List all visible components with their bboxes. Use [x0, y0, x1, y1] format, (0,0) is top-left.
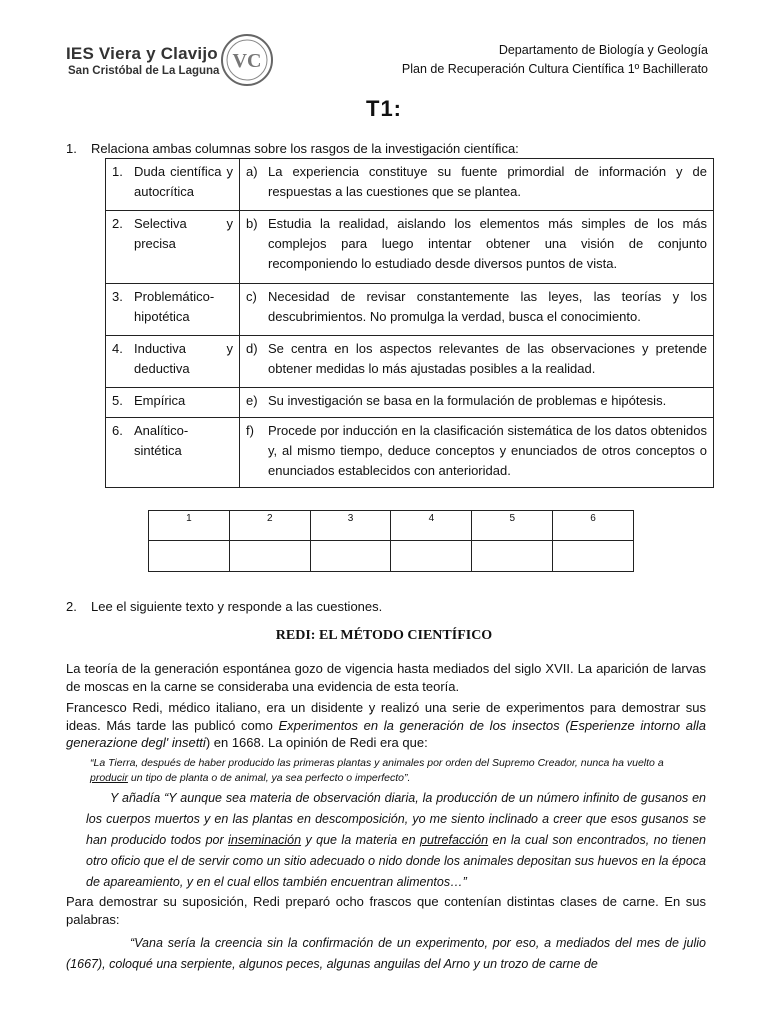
quote-1-underlined: producir: [90, 772, 128, 784]
trait-number: 2.: [112, 216, 123, 231]
grid-header-cell: 6: [553, 511, 634, 541]
logo-text: VC: [232, 50, 262, 72]
grid-answer-cell[interactable]: [149, 541, 230, 572]
question-1: [66, 141, 706, 159]
matching-row: [106, 388, 714, 418]
grid-header-cell: 5: [472, 511, 553, 541]
quote-3: [66, 933, 706, 975]
paragraph-1: La teoría de la generación espontánea gozo de vigencia hasta mediados del siglo XVII. La aparición de larvas de moscas en la carne se consideraba una evidencia de esta teoría.: [66, 661, 706, 694]
description-letter: b): [246, 216, 258, 231]
page-header: [66, 40, 708, 90]
trait-number: 3.: [112, 289, 123, 304]
question-number: 2.: [66, 599, 77, 614]
trait-label: Analítico-sintética: [134, 423, 189, 458]
description-text: Se centra en los aspectos relevantes de las observaciones y pretende obtener medidas lo más ajustadas posibles a la realidad.: [268, 341, 707, 376]
question-number: 1.: [66, 141, 77, 156]
matching-row: [106, 284, 714, 336]
trait-cell: [106, 284, 240, 336]
paragraph-2-end: ) en 1668. La opinión de Redi era que:: [205, 735, 428, 750]
quote-2-underlined-1: inseminación: [228, 833, 302, 847]
quote-3-text: “Vana sería la creencia sin la confirmación de un experimento, por eso, a mediados del mes de julio (1667), coloqué una serpiente, algunos peces, algunas anguilas del Arno y un trozo de carne de: [66, 936, 706, 971]
quote-2-underlined-2: putrefacción: [420, 833, 489, 847]
grid-header-cell: 3: [310, 511, 391, 541]
plan-title: Plan de Recuperación Cultura Científica 1º Bachillerato: [401, 62, 708, 76]
description-cell: [240, 388, 714, 418]
description-text: Su investigación se basa en la formulación de problemas e hipótesis.: [268, 393, 667, 408]
description-cell: [240, 336, 714, 388]
trait-cell: [106, 336, 240, 388]
description-letter: c): [246, 289, 257, 304]
trait-cell: [106, 159, 240, 211]
topic-title: T1:: [366, 96, 402, 121]
grid-header-cell: 1: [149, 511, 230, 541]
matching-row: [106, 211, 714, 284]
question-text: Lee el siguiente texto y responde a las cuestiones.: [91, 599, 383, 614]
description-letter: a): [246, 164, 258, 179]
quote-1-text: “La Tierra, después de haber producido las primeras plantas y animales por orden del Supremo Creador, nunca ha vuelto a: [90, 757, 664, 769]
quote-1: [90, 756, 690, 786]
question-2: [66, 599, 706, 617]
question-text: Relaciona ambas columnas sobre los rasgos de la investigación científica:: [91, 141, 519, 156]
description-cell: [240, 211, 714, 284]
matching-row: [106, 336, 714, 388]
trait-label: Empírica: [134, 393, 186, 408]
quote-2: [86, 788, 706, 893]
description-letter: d): [246, 341, 258, 356]
description-cell: [240, 418, 714, 488]
grid-header-cell: 2: [229, 511, 310, 541]
trait-number: 5.: [112, 393, 123, 408]
school-logo-icon: [220, 33, 274, 87]
trait-label: Problemático-hipotética: [134, 289, 215, 324]
department-name: Departamento de Biología y Geología: [498, 43, 708, 57]
quote-2-mid: y que la materia en: [301, 833, 420, 847]
paragraph-2: [66, 699, 706, 752]
matching-row: [106, 418, 714, 488]
grid-answer-cell[interactable]: [553, 541, 634, 572]
trait-cell: [106, 211, 240, 284]
matching-row: [106, 159, 714, 211]
trait-label: Selectiva y precisa: [134, 216, 233, 251]
description-letter: e): [246, 393, 258, 408]
grid-answer-cell[interactable]: [310, 541, 391, 572]
description-text: Procede por inducción en la clasificación sistemática de los datos obtenidos y, al mismo tiempo, deduce conceptos y enunciados de otros conceptos o enunciados establecidos con anterioridad.: [268, 423, 707, 478]
book-title: Experimentos en la generación de los insectos (Esperienze intorno alla generazione degl' insetti: [66, 717, 707, 750]
description-letter: f): [246, 423, 254, 438]
trait-cell: [106, 418, 240, 488]
description-cell: [240, 284, 714, 336]
description-text: La experiencia constituye su fuente primordial de información y de respuestas a las cuestiones que se plantea.: [268, 164, 707, 199]
paragraph-2-text: Francesco Redi, médico italiano, era un disidente y realizó una serie de experimentos para demostrar sus ideas. Más tarde las publicó como: [66, 700, 706, 733]
grid-answer-cell[interactable]: [229, 541, 310, 572]
description-cell: [240, 159, 714, 211]
reading-title: REDI: EL MÉTODO CIENTÍFICO: [275, 628, 493, 643]
paragraph-3: Para demostrar su suposición, Redi preparó ocho frascos que contenían distintas clases de carne. En sus palabras:: [66, 894, 706, 927]
answer-grid: [148, 510, 634, 572]
matching-table: [105, 158, 714, 488]
trait-number: 1.: [112, 164, 123, 179]
school-name: IES Viera y Clavijo: [66, 44, 218, 63]
quote-1-end: un tipo de planta o de animal, ya sea perfecto o imperfecto”.: [127, 772, 411, 784]
trait-number: 6.: [112, 423, 123, 438]
quote-2-end: en la cual son encontrados, no tienen otro oficio que el de servir como un sitio adecuado o nido donde los animales depositan sus huevos en la época de apareamiento, y en el cual ellos también encuentran alimentos…”: [86, 833, 706, 889]
trait-cell: [106, 388, 240, 418]
trait-label: Duda científica y autocrítica: [134, 164, 233, 199]
trait-number: 4.: [112, 341, 123, 356]
grid-answer-cell[interactable]: [472, 541, 553, 572]
description-text: Necesidad de revisar constantemente las leyes, las teorías y los descubrimientos. No promulga la verdad, busca el conocimiento.: [268, 289, 707, 324]
school-location: San Cristóbal de La Laguna: [68, 65, 220, 77]
grid-header-cell: 4: [391, 511, 472, 541]
grid-answer-cell[interactable]: [391, 541, 472, 572]
quote-2-text: Y añadía “Y aunque sea materia de observación diaria, la producción de un número infinito de gusanos en los cuerpos muertos y en las plantas en descomposición, yo me siento inclinado a creer que esos gusanos se han producido todos por: [86, 791, 706, 847]
description-text: Estudia la realidad, aislando los elementos más simples de los más complejos para luego intentar obtener una visión de conjunto recomponiendo lo estudiado desde diversos puntos de vista.: [268, 216, 707, 271]
trait-label: Inductiva y deductiva: [134, 341, 233, 376]
